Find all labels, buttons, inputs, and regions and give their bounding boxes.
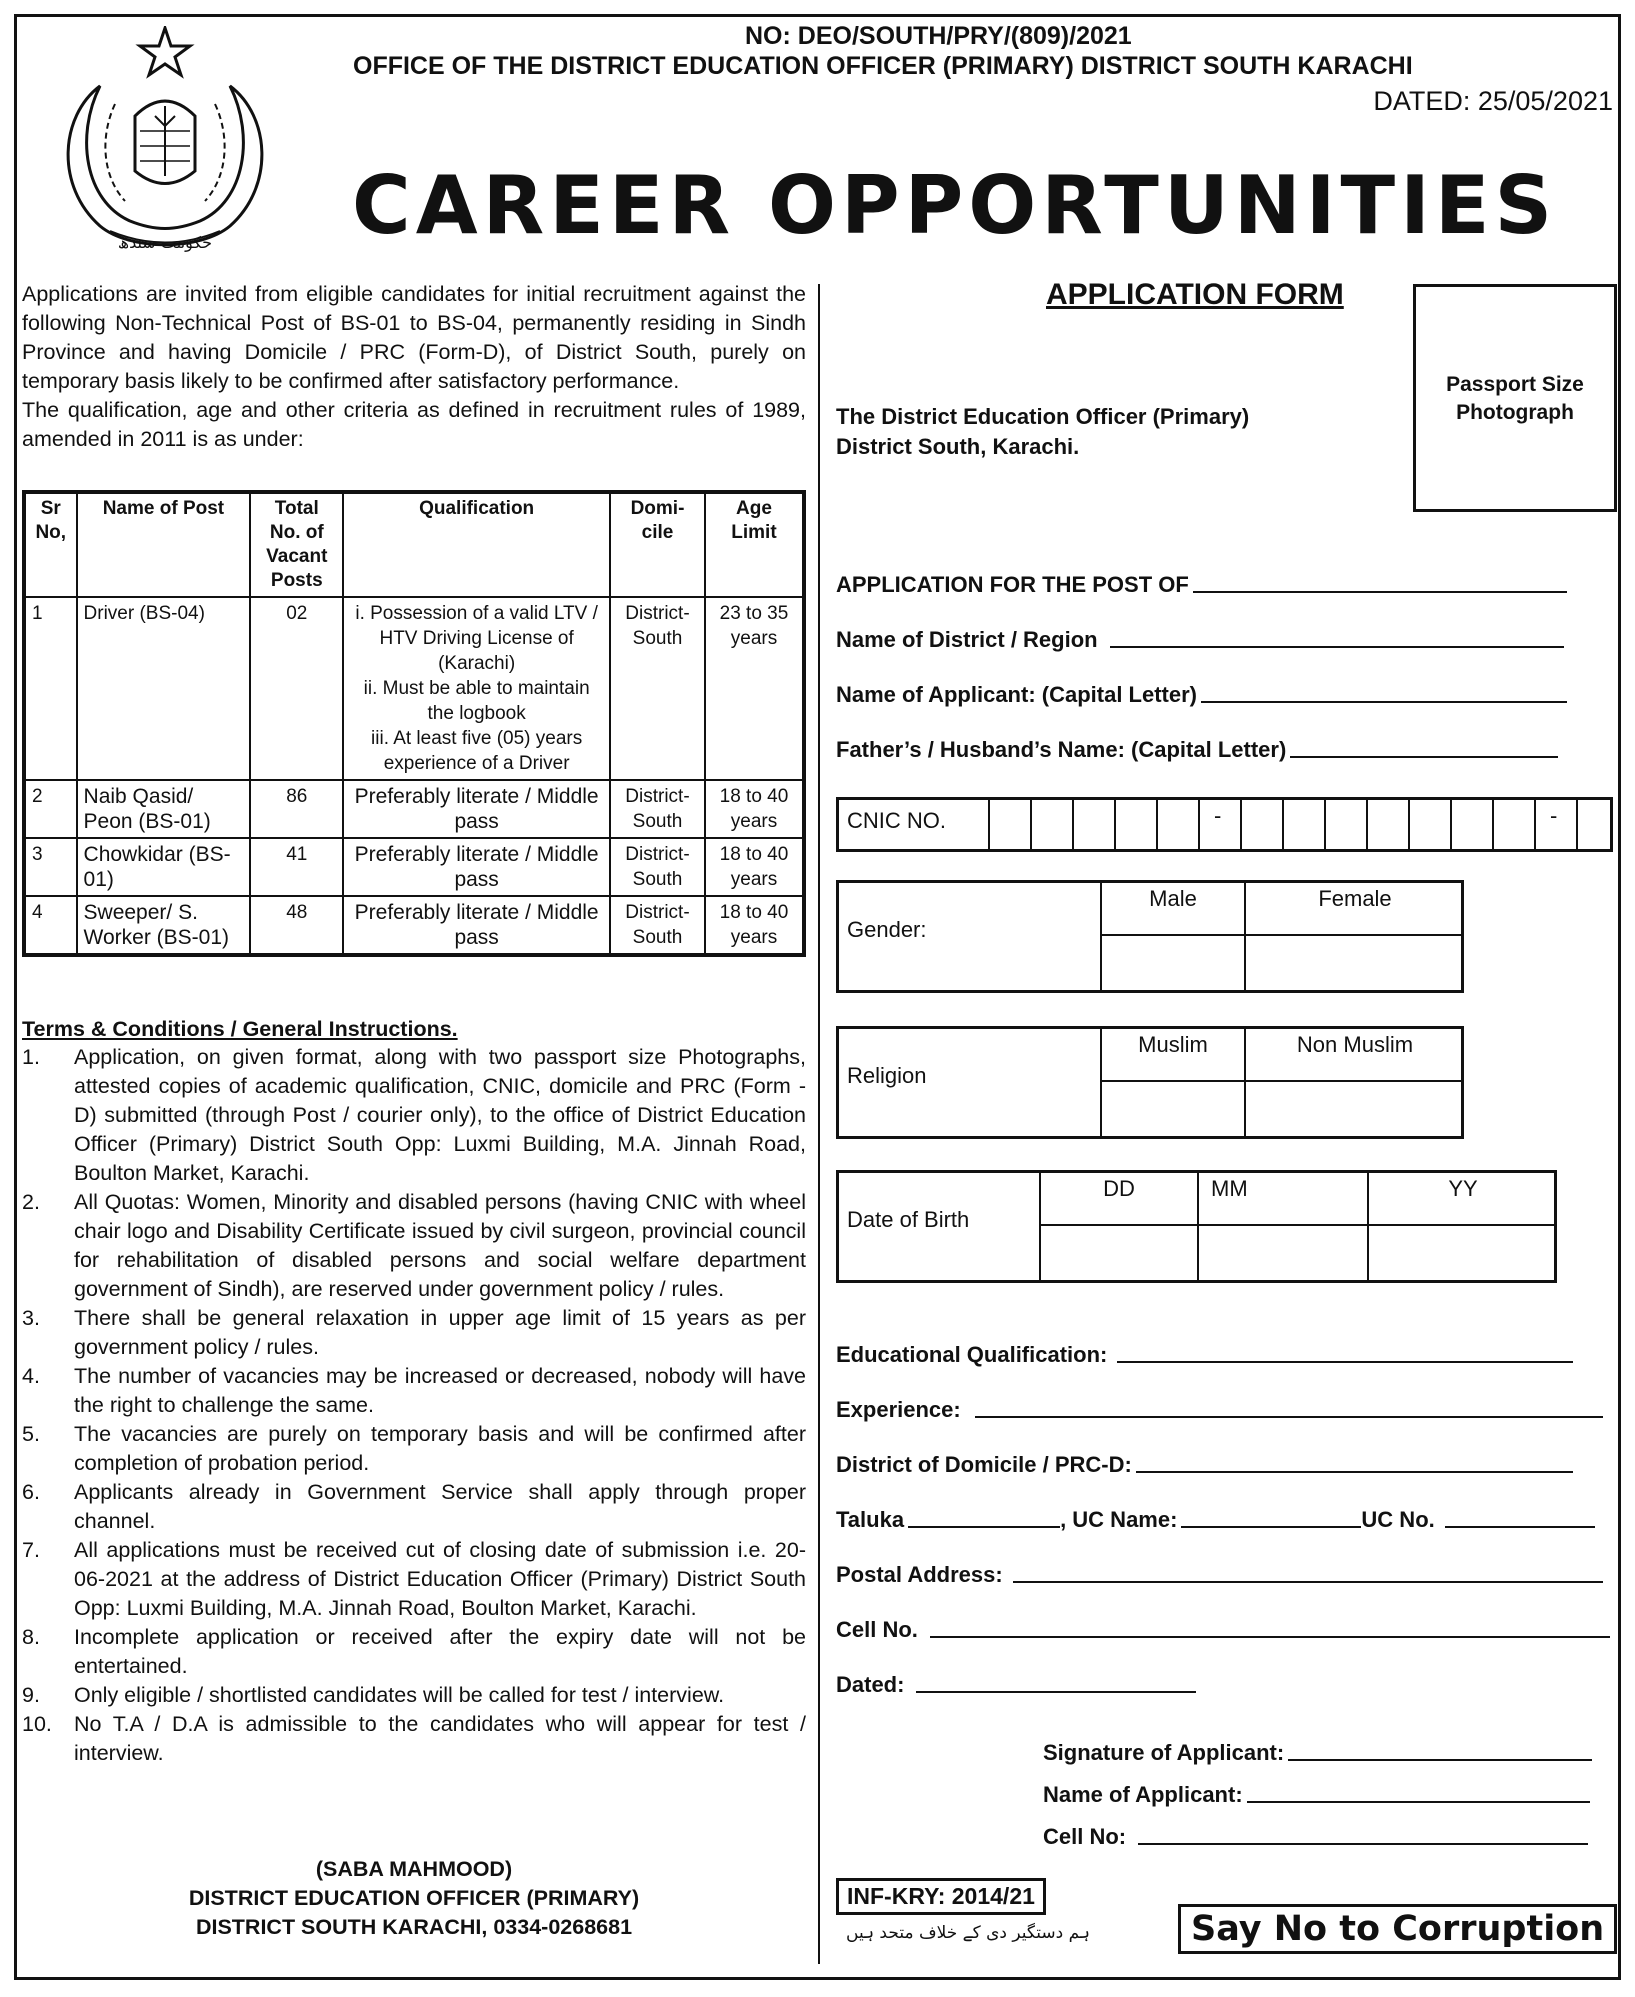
field-label: Dated: <box>836 1672 905 1697</box>
post-blank[interactable] <box>1193 591 1567 593</box>
list-item <box>22 1362 806 1420</box>
sr-cell: 3 <box>24 838 77 896</box>
page-title: CAREER OPPORTUNITIES <box>352 159 1558 252</box>
field-label: APPLICATION FOR THE POST OF <box>836 572 1189 597</box>
qualification-cell: Preferably literate / Middle pass <box>343 838 610 896</box>
postal-field <box>836 1562 1603 1588</box>
field-label: Father’s / Husband’s Name: (Capital Letter) <box>836 737 1287 762</box>
cnic-label: CNIC NO. <box>847 808 946 833</box>
total-cell: 41 <box>250 838 343 896</box>
qualification-line: i. Possession of a valid LTV / HTV Driving License of (Karachi) <box>355 603 598 674</box>
cnic-separator <box>1534 797 1578 852</box>
form-title: APPLICATION FORM <box>1046 278 1344 311</box>
list-item <box>22 1623 806 1681</box>
sr-cell: 2 <box>24 780 77 838</box>
mm-box[interactable] <box>1197 1224 1369 1283</box>
yy-label: YY <box>1448 1176 1478 1201</box>
name2-blank[interactable] <box>1247 1801 1590 1803</box>
intro-text <box>22 280 806 454</box>
list-item <box>22 1710 806 1768</box>
item-number: 1. <box>22 1045 40 1069</box>
total-cell: 86 <box>250 780 343 838</box>
list-item <box>22 1304 806 1362</box>
item-number: 7. <box>22 1538 40 1562</box>
field-label: Name of Applicant: (Capital Letter) <box>836 682 1197 707</box>
vacancies-table <box>22 490 806 957</box>
item-number: 6. <box>22 1480 40 1504</box>
age-cell: 23 to 35 years <box>705 597 804 780</box>
field-label: Experience: <box>836 1397 961 1422</box>
svg-text:حکومت سندھ: حکومت سندھ <box>117 233 213 252</box>
domicile-cell: District-South <box>610 838 705 896</box>
muslim-label: Muslim <box>1138 1032 1208 1057</box>
urdu-slogan: ہم دستگیر دی کے خلاف متحد ہیں <box>846 1923 1090 1943</box>
dated-blank[interactable] <box>916 1691 1196 1693</box>
father-field <box>836 737 1558 763</box>
cnic-digit-box[interactable] <box>1324 797 1368 852</box>
non-muslim-header <box>1244 1026 1464 1082</box>
post-cell: Chowkidar (BS-01) <box>77 838 251 896</box>
uc-name-blank[interactable] <box>1181 1526 1361 1528</box>
field-label: Cell No: <box>1043 1824 1127 1849</box>
column-header: Name of Post <box>77 492 251 597</box>
muslim-box[interactable] <box>1100 1080 1246 1139</box>
post-field <box>836 572 1567 598</box>
intro-paragraph-1: Applications are invited from eligible candidates for initial recruitment against the following Non-Technical Post of BS-01 to BS-04, permanently residing in Sindh Province and having Domicile / PRC (Form-D), of District South, purely on temporary basis likely to be confirmed after satisfactory performance. <box>22 282 806 393</box>
column-header: Domi-cile <box>610 492 705 597</box>
office-name: OFFICE OF THE DISTRICT EDUCATION OFFICER (PRIMARY) DISTRICT SOUTH KARACHI <box>353 52 1413 80</box>
item-number: 3. <box>22 1306 40 1330</box>
name2-field <box>1043 1782 1590 1808</box>
cell2-field <box>1043 1824 1588 1850</box>
table-header-row <box>24 492 804 597</box>
district-field <box>836 627 1564 653</box>
total-cell: 02 <box>250 597 343 780</box>
column-header: Qualification <box>343 492 610 597</box>
cnic-digit-box[interactable] <box>1114 797 1158 852</box>
addressee-line: The District Education Officer (Primary) <box>836 404 1250 429</box>
female-header <box>1244 880 1464 936</box>
cnic-digit-box[interactable] <box>1576 797 1613 852</box>
female-box[interactable] <box>1244 934 1464 993</box>
dd-label: DD <box>1103 1176 1135 1201</box>
item-text: Incomplete application or received after the expiry date will not be entertained. <box>74 1625 806 1678</box>
applicant-blank[interactable] <box>1201 701 1567 703</box>
gender-label: Gender: <box>847 917 927 942</box>
father-blank[interactable] <box>1290 756 1558 758</box>
item-number: 10. <box>22 1712 52 1736</box>
field-label: Educational Qualification: <box>836 1342 1108 1367</box>
item-text: Application, on given format, along with two passport size Photographs, attested copies of academic qualification, CNIC, domicile and PRC (Form - D) submitted (through Post / courier only), to the office of District Education Officer (Primary) District South Opp: Luxmi Building, M.A. Jinnah Road, Boulton Market, Karachi. <box>74 1045 806 1185</box>
item-number: 5. <box>22 1422 40 1446</box>
field-label: Name of District / Region <box>836 627 1098 652</box>
qualification-cell: Preferably literate / Middle pass <box>343 780 610 838</box>
sr-cell: 1 <box>24 597 77 780</box>
total-cell: 48 <box>250 896 343 955</box>
cnic-digit-box[interactable] <box>988 797 1032 852</box>
field-label: District of Domicile / PRC-D: <box>836 1452 1132 1477</box>
item-text: Applicants already in Government Service shall apply through proper channel. <box>74 1480 806 1533</box>
table-row <box>24 780 804 838</box>
terms-title: Terms & Conditions / General Instructions. <box>22 1017 458 1041</box>
qualification-line: iii. At least five (05) years experience of a Driver <box>371 728 583 774</box>
field-label: Signature of Applicant: <box>1043 1740 1285 1765</box>
cnic-digit-box[interactable] <box>1366 797 1410 852</box>
cell-field <box>836 1617 1610 1643</box>
cnic-digit-box[interactable] <box>1450 797 1494 852</box>
sindh-government-emblem <box>40 26 290 266</box>
domicile-cell: District-South <box>610 597 705 780</box>
field-label: Taluka <box>836 1507 905 1532</box>
post-cell: Sweeper/ S. Worker (BS-01) <box>77 896 251 955</box>
domicile-cell: District-South <box>610 780 705 838</box>
female-label: Female <box>1318 886 1392 911</box>
muslim-header <box>1100 1026 1246 1082</box>
dated-field <box>836 1672 1196 1698</box>
anti-corruption-banner: Say No to Corruption <box>1178 1904 1617 1954</box>
age-cell: 18 to 40 years <box>705 838 804 896</box>
field-label: Name of Applicant: <box>1043 1782 1243 1807</box>
signatory-designation: DISTRICT EDUCATION OFFICER (PRIMARY) <box>188 1886 640 1910</box>
item-text: Only eligible / shortlisted candidates will be called for test / interview. <box>74 1683 725 1707</box>
age-cell: 18 to 40 years <box>705 780 804 838</box>
yy-box[interactable] <box>1367 1224 1557 1283</box>
item-number: 8. <box>22 1625 40 1649</box>
field-label: Postal Address: <box>836 1562 1003 1587</box>
experience-blank[interactable] <box>975 1416 1603 1418</box>
inf-number: INF-KRY: 2014/21 <box>836 1878 1046 1915</box>
item-text: All applications must be received cut of closing date of submission i.e. 20-06-2021 at the address of District Education Officer (Primary) District South Opp: Luxmi Building, M.A. Jinnah Road, Boulton Market, Karachi. <box>74 1538 806 1620</box>
district-blank[interactable] <box>1110 646 1564 648</box>
field-label: , UC Name: <box>1060 1507 1178 1532</box>
table-row <box>24 597 804 780</box>
cnic-digit-box[interactable] <box>1282 797 1326 852</box>
taluka-blank[interactable] <box>908 1526 1060 1528</box>
intro-paragraph-2: The qualification, age and other criteria as defined in recruitment rules of 1989, amended in 2011 is as under: <box>22 398 806 451</box>
column-header: Age Limit <box>705 492 804 597</box>
education-blank[interactable] <box>1117 1361 1573 1363</box>
issue-date: DATED: 25/05/2021 <box>1373 86 1613 116</box>
list-item <box>22 1478 806 1536</box>
cell-blank[interactable] <box>930 1636 1610 1638</box>
domicile-field <box>836 1452 1573 1478</box>
cnic-digit-box[interactable] <box>1492 797 1536 852</box>
taluka-field <box>836 1507 1595 1533</box>
domicile-cell: District-South <box>610 896 705 955</box>
dob-label: Date of Birth <box>847 1207 970 1232</box>
table-row <box>24 838 804 896</box>
list-item <box>22 1420 806 1478</box>
photo-box: Passport Size Photograph <box>1413 284 1617 512</box>
table-row <box>24 896 804 955</box>
signatory-name: (SABA MAHMOOD) <box>315 1857 513 1881</box>
item-number: 9. <box>22 1683 40 1707</box>
signatory-address: DISTRICT SOUTH KARACHI, 0334-0268681 <box>195 1915 633 1939</box>
religion-label: Religion <box>847 1063 927 1088</box>
post-cell: Driver (BS-04) <box>77 597 251 780</box>
list-item <box>22 1188 806 1304</box>
item-number: 4. <box>22 1364 40 1388</box>
mm-label: MM <box>1211 1176 1248 1201</box>
field-label: UC No. <box>1361 1507 1435 1532</box>
cnic-separator <box>1198 797 1242 852</box>
cnic-dash: - <box>1214 803 1222 828</box>
column-header: Total No. of Vacant Posts <box>250 492 343 597</box>
domicile-blank[interactable] <box>1136 1471 1573 1473</box>
item-text: No T.A / D.A is admissible to the candidates who will appear for test / interview. <box>74 1712 806 1765</box>
cnic-dash: - <box>1550 803 1558 828</box>
qualification-cell <box>343 597 610 780</box>
cnic-digit-box[interactable] <box>1030 797 1074 852</box>
cnic-digit-box[interactable] <box>1156 797 1200 852</box>
item-text: All Quotas: Women, Minority and disabled persons (having CNIC with wheel chair logo and Disability Certificate issued by civil surgeon, provincial council for rehabilitation of disabled persons and social welfare department government of Sindh), are reserved under government policy / rules. <box>74 1190 806 1301</box>
post-cell: Naib Qasid/ Peon (BS-01) <box>77 780 251 838</box>
field-label: Cell No. <box>836 1617 918 1642</box>
non-muslim-label: Non Muslim <box>1296 1032 1414 1057</box>
reference-number: NO: DEO/SOUTH/PRY/(809)/2021 <box>745 22 1132 50</box>
cell2-blank[interactable] <box>1138 1843 1588 1845</box>
male-box[interactable] <box>1100 934 1246 993</box>
experience-field <box>836 1397 1603 1423</box>
item-text: The vacancies are purely on temporary basis and will be confirmed after completion of probation period. <box>74 1422 806 1475</box>
education-field <box>836 1342 1573 1368</box>
sr-cell: 4 <box>24 896 77 955</box>
dd-box[interactable] <box>1039 1224 1199 1283</box>
yy-header <box>1367 1170 1557 1226</box>
signature-field <box>1043 1740 1592 1766</box>
male-label: Male <box>1149 886 1197 911</box>
list-item <box>22 1536 806 1623</box>
qualification-line: ii. Must be able to maintain the logbook <box>363 678 590 724</box>
column-divider <box>818 284 820 1964</box>
item-text: The number of vacancies may be increased or decreased, nobody will have the right to challenge the same. <box>74 1364 806 1417</box>
non-muslim-box[interactable] <box>1244 1080 1464 1139</box>
dd-header <box>1039 1170 1199 1226</box>
age-cell: 18 to 40 years <box>705 896 804 955</box>
applicant-field <box>836 682 1567 708</box>
terms-list <box>22 1043 806 1768</box>
qualification-cell: Preferably literate / Middle pass <box>343 896 610 955</box>
list-item <box>22 1681 806 1710</box>
signature-blank[interactable] <box>1288 1759 1592 1761</box>
column-header: Sr No, <box>24 492 77 597</box>
list-item <box>22 1043 806 1188</box>
cnic-digit-box[interactable] <box>1408 797 1452 852</box>
uc-no-blank[interactable] <box>1445 1526 1595 1528</box>
postal-blank[interactable] <box>1013 1581 1603 1583</box>
addressee-line: District South, Karachi. <box>836 434 1080 459</box>
item-number: 2. <box>22 1190 40 1214</box>
mm-header <box>1197 1170 1369 1226</box>
addressee <box>836 402 1249 462</box>
male-header <box>1100 880 1246 936</box>
item-text: There shall be general relaxation in upper age limit of 15 years as per government policy / rules. <box>74 1306 806 1359</box>
cnic-digit-box[interactable] <box>1072 797 1116 852</box>
cnic-digit-box[interactable] <box>1240 797 1284 852</box>
